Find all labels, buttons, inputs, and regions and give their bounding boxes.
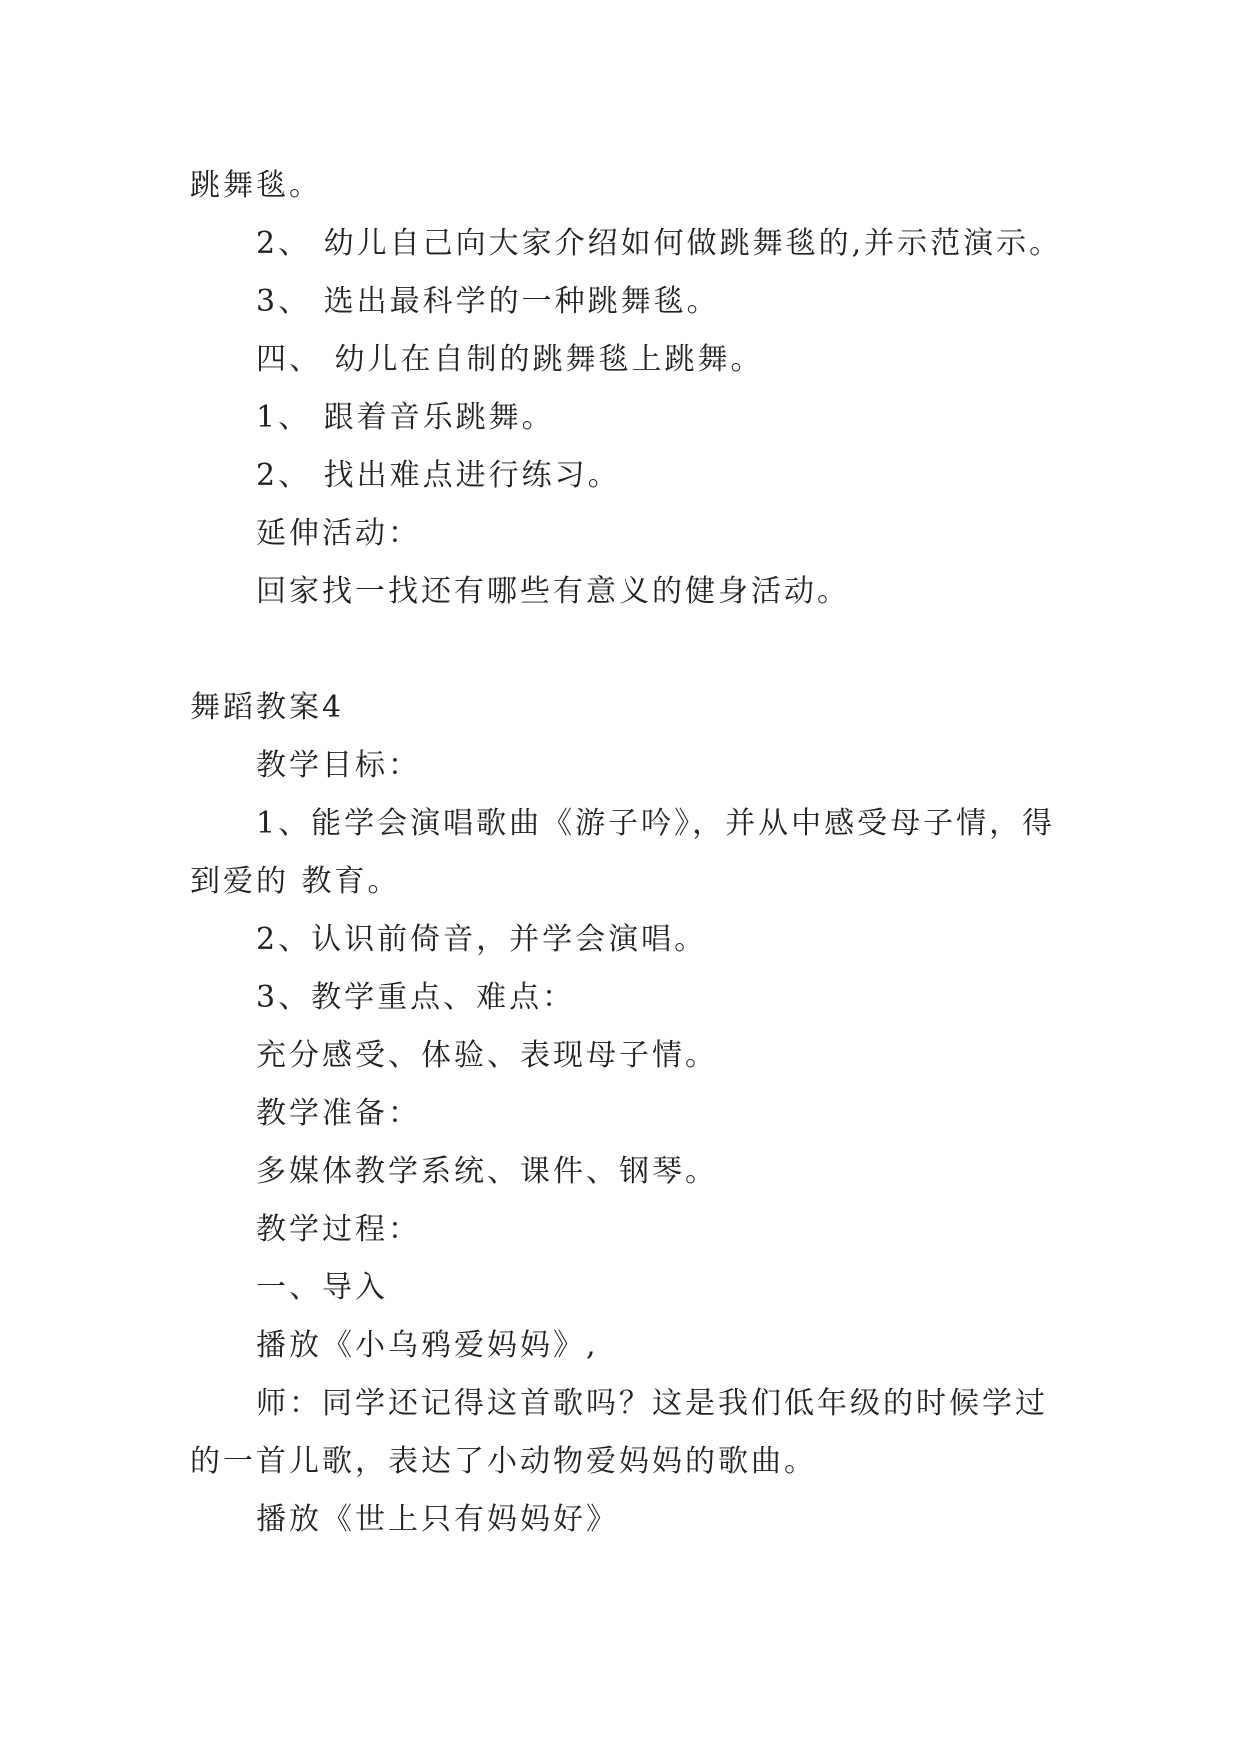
paragraph-line: 1、 跟着音乐跳舞。 [256, 400, 555, 435]
paragraph-line: 四、 幼儿在自制的跳舞毯上跳舞。 [256, 342, 764, 377]
paragraph-line: 的一首儿歌，表达了小动物爱妈妈的歌曲。 [190, 1444, 817, 1479]
paragraph-line: 跳舞毯。 [190, 168, 322, 203]
paragraph-line: 2、认识前倚音，并学会演唱。 [256, 922, 708, 957]
paragraph-line: 一、导入 [256, 1270, 388, 1305]
section-title: 舞蹈教案4 [190, 690, 345, 725]
paragraph-line: 播放《小乌鸦爱妈妈》, [256, 1328, 599, 1363]
paragraph-line: 教学准备： [256, 1096, 421, 1131]
paragraph-line: 播放《世上只有妈妈好》 [256, 1502, 619, 1537]
paragraph-line: 3、教学重点、难点： [256, 980, 576, 1015]
paragraph-line: 1、能学会演唱歌曲《游子吟》，并从中感受母子情，得 [256, 806, 1056, 841]
paragraph-line: 2、 幼儿自己向大家介绍如何做跳舞毯的,并示范演示。 [256, 226, 1063, 261]
paragraph-line: 延伸活动： [256, 516, 421, 551]
paragraph-line: 多媒体教学系统、课件、钢琴。 [256, 1154, 718, 1189]
paragraph-line: 2、 找出难点进行练习。 [256, 458, 621, 493]
paragraph-line: 3、 选出最科学的一种跳舞毯。 [256, 284, 720, 319]
paragraph-line: 回家找一找还有哪些有意义的健身活动。 [256, 574, 850, 609]
paragraph-line: 充分感受、体验、表现母子情。 [256, 1038, 718, 1073]
paragraph-line: 教学目标： [256, 748, 421, 783]
paragraph-line: 教学过程： [256, 1212, 421, 1247]
paragraph-line: 到爱的 教育。 [190, 864, 401, 899]
paragraph-line: 师：同学还记得这首歌吗？这是我们低年级的时候学过 [256, 1386, 1048, 1421]
